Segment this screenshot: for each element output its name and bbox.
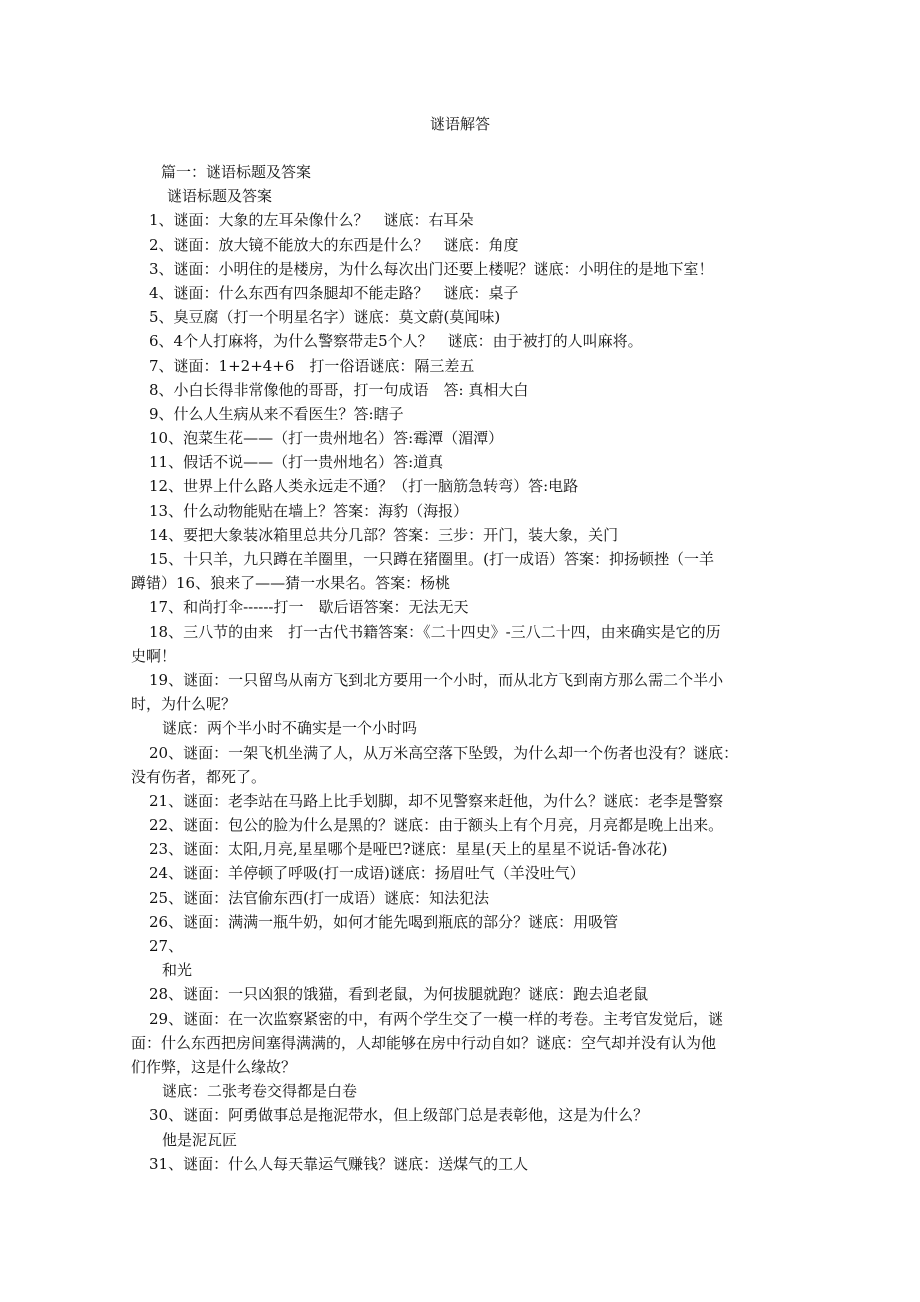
text-line: 11、假话不说——（打一贵州地名）答:道真 [149, 453, 444, 472]
document-title: 谜语解答 [429, 115, 490, 133]
text-line: 篇一：谜语标题及答案 [161, 163, 312, 181]
text-line: 没有伤者，都死了。 [131, 767, 267, 786]
text-line: 谜底：二张考卷交得都是白卷 [162, 1082, 358, 1101]
text-line: 们作弊，这是什么缘故？ [131, 1057, 297, 1076]
document-body [131, 160, 791, 1176]
text-line: 22、谜面：包公的脸为什么是黑的？谜底：由于额头上有个月亮，月亮都是晚上出来。 [149, 816, 724, 835]
text-line: 时，为什么呢？ [131, 695, 237, 714]
text-line: 9、什么人生病从来不看医生？答:瞎子 [149, 404, 404, 423]
text-line: 17、和尚打伞------打一 歇后语答案：无法无天 [149, 598, 469, 617]
text-line: 21、谜面：老李站在马路上比手划脚，却不见警察来赶他，为什么？谜底：老李是警察 [149, 791, 724, 810]
text-line: 5、臭豆腐（打一个明星名字）谜底：莫文蔚(莫闻味) [149, 308, 501, 327]
text-line: 10、泡菜生花——（打一贵州地名）答:霉潭（湄潭） [149, 429, 504, 448]
text-line: 28、谜面：一只凶狠的饿猫，看到老鼠，为何拔腿就跑？谜底：跑去追老鼠 [149, 985, 649, 1004]
text-line: 谜语标题及答案 [167, 187, 273, 206]
text-line: 史啊！ [131, 646, 177, 665]
text-line: 14、要把大象装冰箱里总共分几部？答案：三步：开门，装大象，关门 [149, 525, 619, 544]
text-line: 12、世界上什么路人类永远走不通？（打一脑筋急转弯）答:电路 [149, 477, 579, 496]
text-line: 3、谜面：小明住的是楼房，为什么每次出门还要上楼呢？谜底：小明住的是地下室！ [149, 259, 714, 278]
text-line: 蹲错）16、狼来了——猜一水果名。答案：杨桃 [131, 574, 451, 593]
text-line: 面：什么东西把房间塞得满满的，人却能够在房中行动自如？谜底：空气却并没有认为他 [131, 1033, 717, 1052]
text-line: 27、 [149, 937, 184, 955]
text-line: 29、谜面：在一次监察紧密的中，有两个学生交了一模一样的考卷。主考官发觉后，谜 [149, 1009, 724, 1028]
text-line: 26、谜面：满满一瓶牛奶，如何才能先喝到瓶底的部分？谜底：用吸管 [149, 912, 619, 931]
text-line: 8、小白长得非常像他的哥哥，打一句成语 答: 真相大白 [149, 380, 529, 399]
text-line: 1、谜面：大象的左耳朵像什么？ 谜底：右耳朵 [149, 211, 474, 230]
text-line: 6、4个人打麻将，为什么警察带走5个人？ 谜底：由于被打的人叫麻将。 [149, 332, 643, 351]
text-line: 13、什么动物能贴在墙上？答案：海豹（海报） [149, 501, 469, 520]
text-line: 19、谜面：一只留鸟从南方飞到北方要用一个小时，而从北方飞到南方那么需二个半小 [149, 670, 724, 689]
text-line: 15、十只羊，九只蹲在羊圈里，一只蹲在猪圈里。(打一成语）答案：抑扬顿挫（一羊 [149, 550, 714, 568]
text-line: 4、谜面：什么东西有四条腿却不能走路？ 谜底：桌子 [149, 283, 519, 302]
text-line: 25、谜面：法官偷东西(打一成语）谜底：知法犯法 [149, 888, 489, 907]
text-line: 20、谜面：一架飞机坐满了人，从万米高空落下坠毁，为什么却一个伤者也没有？谜底： [149, 743, 739, 762]
text-line: 24、谜面：羊停顿了呼吸(打一成语)谜底：扬眉吐气（羊没吐气） [149, 864, 585, 883]
text-line: 谜底：两个半小时不确实是一个小时吗 [162, 719, 418, 738]
text-line: 31、谜面：什么人每天靠运气赚钱？谜底：送煤气的工人 [149, 1154, 529, 1173]
text-line: 他是泥瓦匠 [162, 1130, 238, 1149]
text-line: 30、谜面：阿勇做事总是拖泥带水，但上级部门总是表彰他，这是为什么？ [149, 1106, 649, 1125]
text-line: 2、谜面：放大镜不能放大的东西是什么？ 谜底：角度 [149, 235, 519, 254]
text-line: 和光 [162, 961, 193, 980]
text-line: 23、谜面：太阳,月亮,星星哪个是哑巴?谜底：星星(天上的星星不说话-鲁冰花) [149, 840, 668, 859]
text-line: 7、谜面：1+2+4+6 打一俗语谜底：隔三差五 [149, 356, 475, 375]
text-line: 18、三八节的由来 打一古代书籍答案：《二十四史》-三八二十四，由来确实是它的历 [149, 622, 721, 641]
